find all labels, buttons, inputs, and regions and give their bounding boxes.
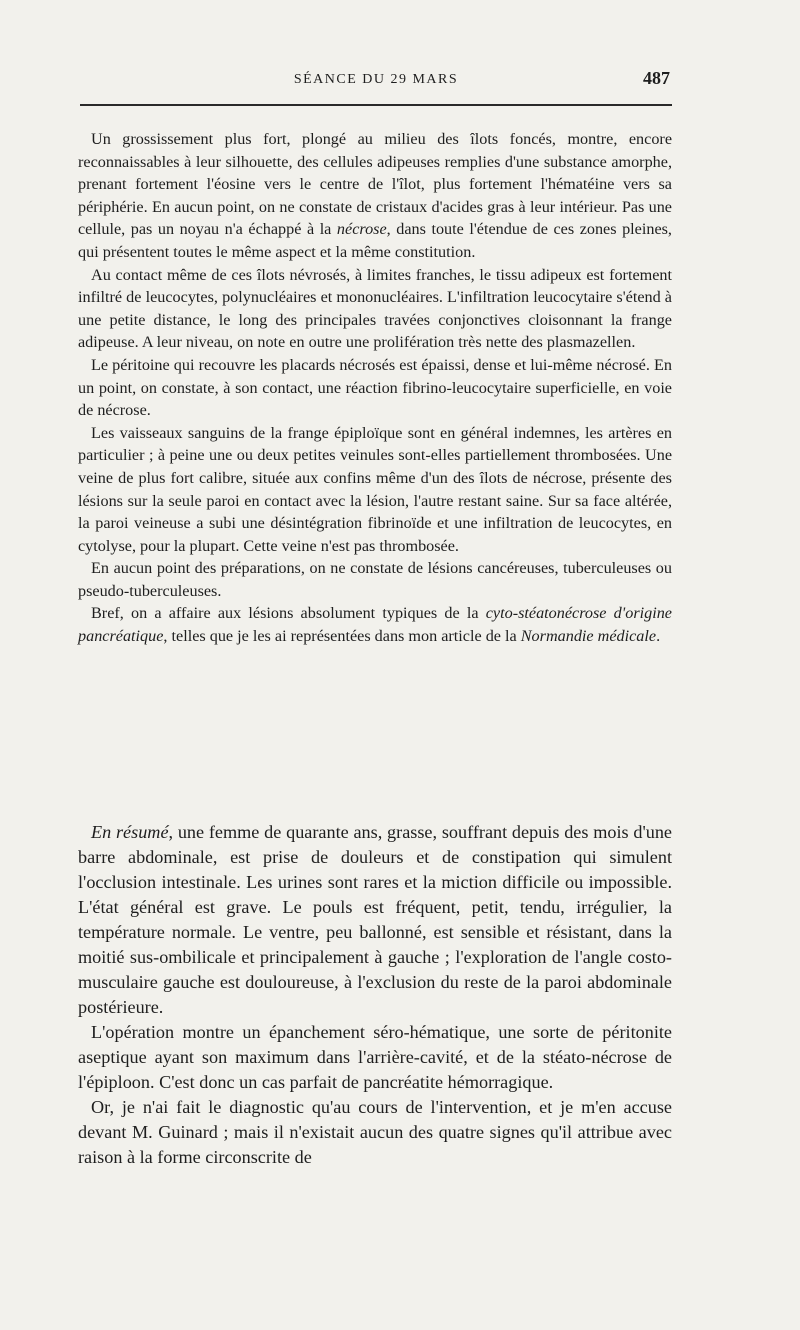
- paragraph-text: , telles que je les ai représentées dans mon article de la: [163, 627, 517, 646]
- paragraph: En aucun point des préparations, on ne constate de lésions cancéreuses, tuberculeuses ou pseudo-tuberculeuses.: [78, 559, 672, 600]
- emphasis-text: Normandie médicale: [520, 627, 657, 646]
- paragraph: Or, je n'ai fait le diagnostic qu'au cours de l'intervention, et je m'en accuse devant M. Guinard ; mais il n'existait aucun des quatre signes qu'il attribue avec raison à la forme circonscrite de: [78, 1097, 672, 1167]
- emphasis-text: En résumé: [91, 822, 169, 842]
- histology-description: [78, 128, 672, 648]
- paragraph-text: , dans toute l'étendue de ces zones pleines, qui présentent toutes le même aspect et la même constitution.: [78, 220, 672, 261]
- emphasis-text: cyto-stéatonécrose d'origine pancréatique: [78, 604, 672, 646]
- paragraph: Les vaisseaux sanguins de la frange épiploïque sont en général indemnes, les artères en particulier ; à peine une ou deux petites veinules sont-elles partiellement thrombosées. Une veine de plus fort calibre, située aux confins même d'un des îlots de nécrose, présente des lésions sur la seule paroi en contact avec la lésion, l'autre restant saine. Sur sa face altérée, la paroi veineuse a subi une désintégration fibrinoïde et une infiltration de leucocytes, en cytolyse, pour la plupart. Cette veine n'est pas thrombosée.: [78, 423, 672, 555]
- emphasis-text: nécrose: [336, 220, 387, 239]
- running-title: SÉANCE DU 29 MARS: [293, 72, 459, 87]
- paragraph-text: Un grossissement plus fort, plongé au milieu des îlots foncés, montre, encore reconnaissables à leur silhouette, des cellules adipeuses remplies d'une substance amorphe, prenant fortement l'éosine vers le centre de l'îlot, plus fortement l'hématéine vers sa périphérie. En aucun point, on ne constate de cristaux d'acides gras à leur intérieur. Pas une cellule, pas un noyau n'a échappé à la: [78, 130, 672, 239]
- paragraph: [78, 602, 672, 647]
- paragraph: Le péritoine qui recouvre les placards nécrosés est épaissi, dense et lui-même nécrosé. En un point, on constate, à son contact, une réaction fibrino-leucocytaire superficielle, en voie de nécrose.: [78, 355, 672, 420]
- paragraph: [78, 820, 672, 1020]
- case-summary: [78, 820, 672, 1170]
- paragraph-text: .: [656, 627, 661, 646]
- paragraph: Au contact même de ces îlots névrosés, à limites franches, le tissu adipeux est fortement infiltré de leucocytes, polynucléaires et mononucléaires. L'infiltration leucocytaire s'étend à une petite distance, le long des principales travées conjonctives cloisonnant la frange adipeuse. A leur niveau, on note en outre une prolifération très nette des plasmazellen.: [78, 265, 672, 352]
- paragraph: [78, 128, 672, 264]
- paragraph-text: Bref, on a affaire aux lésions absolument typiques de la: [91, 604, 479, 623]
- page-number: 487: [643, 68, 670, 88]
- header-rule: [80, 104, 672, 106]
- paragraph: L'opération montre un épanchement séro-hématique, une sorte de péritonite aseptique ayant son maximum dans l'arrière-cavité, et de la stéato-nécrose de l'épiploon. C'est donc un cas parfait de pancréatite hémorragique.: [78, 1022, 672, 1092]
- page-header: [80, 64, 672, 104]
- paragraph-text: , une femme de quarante ans, grasse, souffrant depuis des mois d'une barre abdominale, est prise de douleurs et de constipation qui simulent l'occlusion intestinale. Les urines sont rares et la miction difficile ou impossible. L'état général est grave. Le pouls est fréquent, petit, tendu, irrégulier, la température normale. Le ventre, peu ballonné, est sensible et résistant, dans la moitié sus-ombilicale et principalement à gauche ; l'exploration de l'angle costo-musculaire gauche est douloureuse, à l'exclusion du reste de la paroi abdominale postérieure.: [78, 822, 673, 1017]
